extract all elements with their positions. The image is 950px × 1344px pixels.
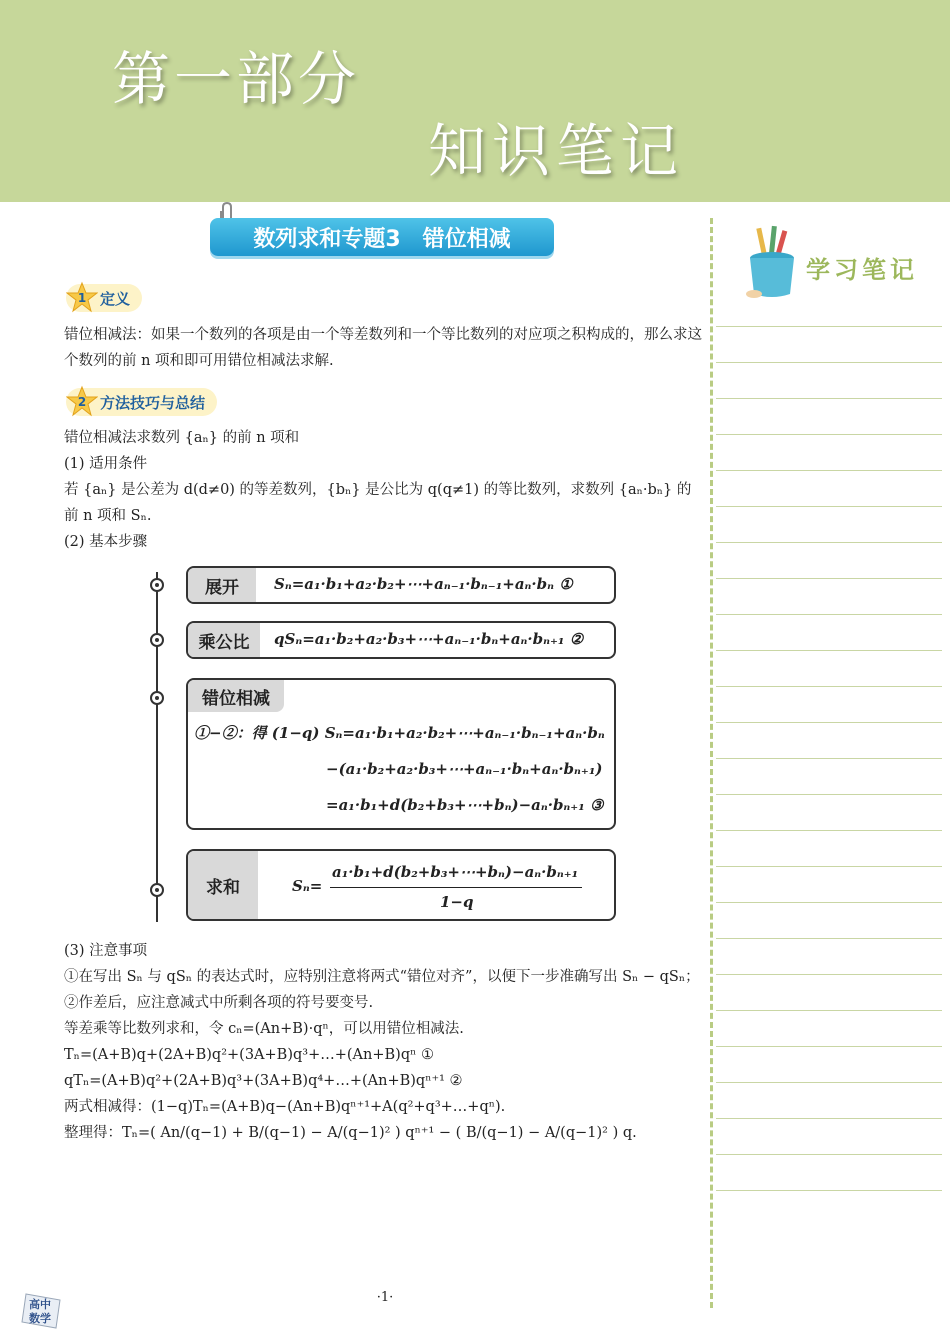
topic-label: 数列求和专题3: [253, 226, 401, 252]
flow-node: [150, 691, 164, 705]
fraction-bar: [330, 887, 582, 888]
step-sum-box: [186, 849, 616, 921]
step-label: 展开: [188, 568, 256, 602]
sum-lhs: Sₙ=: [292, 877, 323, 895]
text-line: 整理得：Tₙ=( An/(q−1) + B/(q−1) − A/(q−1)² ) qⁿ⁺¹ − ( B/(q−1) − A/(q−1)² ) q.: [64, 1125, 637, 1141]
star-number-icon: [66, 281, 98, 313]
note-line: [716, 650, 942, 651]
part-subtitle: 知识笔记: [428, 117, 685, 185]
note-line: [716, 722, 942, 723]
note-line: [716, 794, 942, 795]
text-line: 等差乘等比数列求和，令 cₙ=(An+B)·qⁿ，可以用错位相减法.: [64, 1021, 464, 1037]
step-subtract-box: [186, 678, 616, 830]
section-badge-definition: [66, 284, 142, 312]
note-line: [716, 974, 942, 975]
note-line: [716, 326, 942, 327]
note-line: [716, 470, 942, 471]
note-line: [716, 758, 942, 759]
text-line: qTₙ=(A+B)q²+(2A+B)q³+(3A+B)q⁴+…+(An+B)qⁿ⁺¹ ②: [64, 1073, 463, 1089]
svg-text:1: 1: [77, 291, 87, 305]
step-label: 乘公比: [188, 623, 260, 657]
flow-node: [150, 578, 164, 592]
text-line: ②作差后，应注意减式中所剩各项的符号要变号.: [64, 995, 374, 1011]
note-line: [716, 578, 942, 579]
text-line: (1) 适用条件: [64, 456, 148, 472]
text-line: (2) 基本步骤: [64, 534, 148, 550]
note-line: [716, 1190, 942, 1191]
svg-text:数学: 数学: [29, 1312, 51, 1325]
text-line: 若 {aₙ} 是公差为 d(d≠0) 的等差数列，{bₙ} 是公比为 q(q≠1) 的等比数列，求数列 {aₙ·bₙ} 的前 n 项和 Sₙ.: [64, 482, 692, 524]
notes-text: [64, 938, 704, 1146]
section-label: 方法技巧与总结: [100, 393, 206, 412]
flow-node: [150, 633, 164, 647]
step-label: 求和: [188, 851, 258, 919]
note-line: [716, 1154, 942, 1155]
pencil-cup-icon: [740, 224, 804, 300]
topic-name: 错位相减: [422, 226, 511, 252]
notebook-title: 学习笔记: [806, 255, 918, 284]
text-line: ①在写出 Sₙ 与 qSₙ 的表达式时，应特别注意将两式“错位对齐”，以便下一步准确写出 Sₙ − qSₙ；: [64, 969, 700, 985]
text-line: 错位相减法求数列 {aₙ} 的前 n 项和: [64, 430, 300, 446]
step-label: 错位相减: [188, 680, 284, 712]
step-formula: Sₙ=a₁·b₁+a₂·b₂+⋯+aₙ₋₁·bₙ₋₁+aₙ·bₙ ①: [274, 575, 573, 593]
svg-text:高中: 高中: [29, 1298, 51, 1311]
note-line: [716, 866, 942, 867]
section-badge-methods: [66, 388, 217, 416]
sum-numerator: a₁·b₁+d(b₂+b₃+⋯+bₙ)−aₙ·bₙ₊₁: [332, 863, 579, 881]
dashed-divider: [710, 218, 713, 1308]
study-notes-sidebar: [710, 218, 950, 1308]
note-line: [716, 938, 942, 939]
sum-denominator: 1−q: [440, 893, 474, 911]
star-number-icon: [66, 385, 98, 417]
text-line: (3) 注意事项: [64, 943, 148, 959]
text-line: 两式相减得：(1−q)Tₙ=(A+B)q−(An+B)qⁿ⁺¹+A(q²+q³+…+qⁿ).: [64, 1099, 506, 1115]
text-line: Tₙ=(A+B)q+(2A+B)q²+(3A+B)q³+…+(An+B)qⁿ ①: [64, 1047, 434, 1063]
note-line: [716, 1082, 942, 1083]
note-line: [716, 614, 942, 615]
step-formula-line3: =a₁·b₁+d(b₂+b₃+⋯+bₙ)−aₙ·bₙ₊₁ ③: [326, 796, 604, 814]
logo: [20, 1290, 64, 1330]
note-line: [716, 1118, 942, 1119]
topic-title-bar: [210, 218, 554, 256]
note-line: [716, 1010, 942, 1011]
flow-node: [150, 883, 164, 897]
definition-text: 错位相减法：如果一个数列的各项是由一个等差数列和一个等比数列的对应项之积构成的，那么求这个数列的前 n 项和即可用错位相减法求解.: [64, 327, 702, 369]
note-line: [716, 506, 942, 507]
note-line: [716, 686, 942, 687]
note-line: [716, 398, 942, 399]
step-multiply-box: [186, 621, 616, 659]
note-line: [716, 902, 942, 903]
note-line: [716, 434, 942, 435]
section-label: 定义: [100, 289, 131, 308]
methods-text: [64, 425, 704, 555]
note-line: [716, 542, 942, 543]
logo-icon: [20, 1290, 64, 1330]
flow-connector: [156, 572, 158, 922]
note-line: [716, 1046, 942, 1047]
page-number: ·1·: [376, 1290, 394, 1305]
step-formula: qSₙ=a₁·b₂+a₂·b₃+⋯+aₙ₋₁·bₙ+aₙ·bₙ₊₁ ②: [274, 630, 584, 648]
header-banner: [0, 0, 950, 202]
note-line: [716, 362, 942, 363]
step-expand-box: [186, 566, 616, 604]
svg-text:2: 2: [77, 395, 87, 409]
part-title: 第一部分: [112, 45, 361, 113]
step-formula-line2: −(a₁·b₂+a₂·b₃+⋯+aₙ₋₁·bₙ+aₙ·bₙ₊₁): [326, 760, 603, 778]
step-formula-line1: ①−②：得 (1−q) Sₙ=a₁·b₁+a₂·b₂+⋯+aₙ₋₁·bₙ₋₁+aₙ·bₙ: [194, 724, 605, 742]
note-line: [716, 830, 942, 831]
